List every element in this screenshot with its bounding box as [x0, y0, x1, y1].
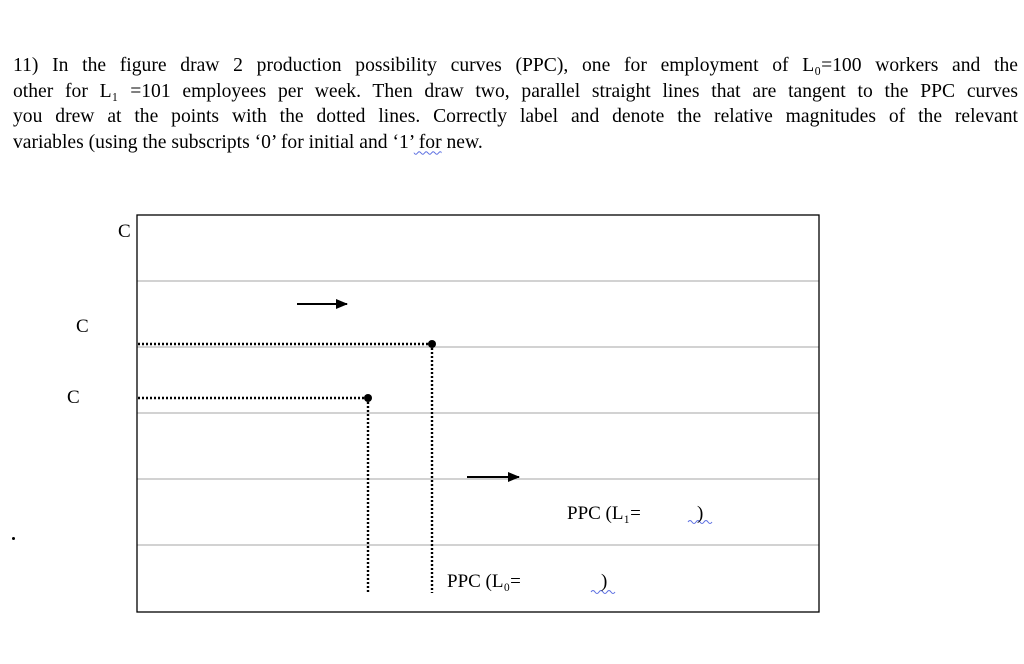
ppc-initial-label: PPC (L₀=: [447, 571, 521, 592]
question-line-4-end: new.: [441, 131, 483, 153]
stray-dot-mark: [12, 537, 15, 540]
ppc-new-close: ): [697, 503, 704, 524]
question-line-3: you drew at the points with the dotted lines. Correctly label and denote the relative magnitudes of the relevant: [13, 106, 1018, 127]
point-high: [428, 340, 436, 348]
question-line-1: 11) In the figure draw 2 production possibility curves (PPC), one for employment of L₀=100 workers and the: [13, 55, 1018, 76]
point-high-label: C: [76, 316, 89, 337]
question-line-4-start: variables (using the subscripts ‘0’ for initial and ‘1’: [13, 131, 414, 153]
question-line-2: other for L₁ =101 employees per week. Then draw two, parallel straight lines that are tangent to the PPC curves: [13, 80, 1018, 102]
axis-top-label: C: [118, 221, 131, 242]
point-low: [364, 394, 372, 402]
point-low-label: C: [67, 387, 80, 408]
ppc-initial-close: ): [601, 571, 608, 592]
spellcheck-squiggle: for: [413, 131, 442, 153]
ppc-new-label: PPC (L₁=: [567, 503, 641, 524]
